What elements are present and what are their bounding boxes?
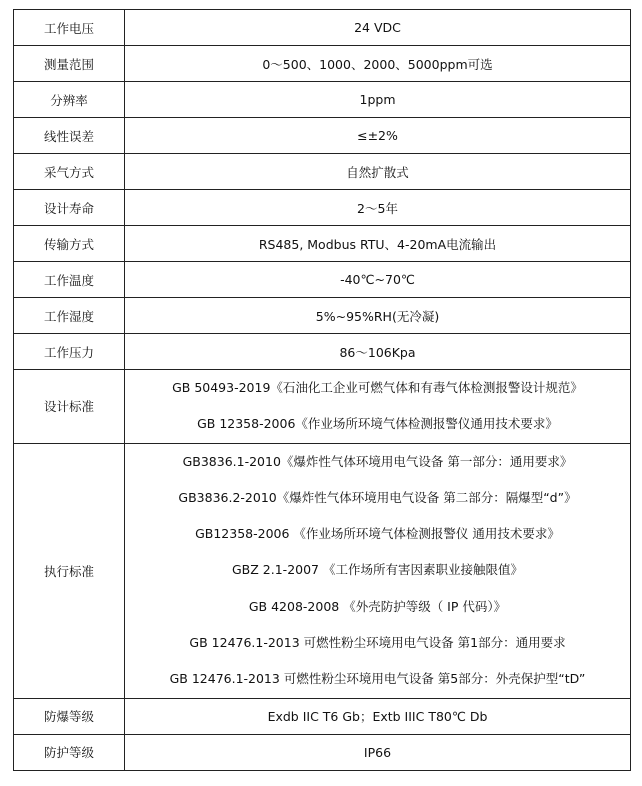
row-value-cell: 24 VDC — [125, 10, 631, 46]
row-label: 工作压力 — [14, 334, 125, 370]
row-label: 采气方式 — [14, 154, 125, 190]
table-row — [14, 10, 631, 46]
table-row — [14, 298, 631, 334]
row-label: 工作电压 — [14, 10, 125, 46]
table-row — [14, 190, 631, 226]
row-label: 设计寿命 — [14, 190, 125, 226]
table-row — [14, 118, 631, 154]
row-label: 执行标准 — [14, 443, 125, 698]
row-value-line: GBZ 2.1-2007 《工作场所有害因素职业接触限值》 — [232, 562, 523, 578]
row-label: 设计标准 — [14, 370, 125, 444]
table-row — [14, 370, 631, 444]
row-value-cell: -40℃~70℃ — [125, 262, 631, 298]
row-value-line: GB 12476.1-2013 可燃性粉尘环境用电气设备 第1部分：通用要求 — [189, 635, 566, 651]
row-label: 防爆等级 — [14, 698, 125, 734]
row-label: 分辨率 — [14, 82, 125, 118]
row-value-cell: 5%~95%RH(无冷凝) — [125, 298, 631, 334]
row-value-line: GB 4208-2008 《外壳防护等级（ IP 代码）》 — [248, 598, 507, 614]
row-value-line: GB3836.2-2010《爆炸性气体环境用电气设备 第二部分：隔爆型“d”》 — [178, 489, 577, 505]
table-row — [14, 82, 631, 118]
row-value-cell: 2～5年 — [125, 190, 631, 226]
table-row — [14, 734, 631, 770]
row-label: 线性误差 — [14, 118, 125, 154]
row-value-cell — [125, 370, 631, 444]
row-value-cell: IP66 — [125, 734, 631, 770]
row-value-line: GB 12358-2006《作业场所环境气体检测报警仪通用技术要求》 — [197, 416, 558, 432]
table-row — [14, 226, 631, 262]
table-row — [14, 334, 631, 370]
row-value-line: GB3836.1-2010《爆炸性气体环境用电气设备 第一部分：通用要求》 — [182, 453, 573, 469]
row-label: 工作温度 — [14, 262, 125, 298]
row-value-cell — [125, 443, 631, 698]
row-value-cell: 0～500、1000、2000、5000ppm可选 — [125, 46, 631, 82]
row-label: 防护等级 — [14, 734, 125, 770]
row-value-line: GB12358-2006 《作业场所环境气体检测报警仪 通用技术要求》 — [195, 526, 560, 542]
row-label: 测量范围 — [14, 46, 125, 82]
row-value-cell: 86～106Kpa — [125, 334, 631, 370]
spec-table-body — [14, 10, 631, 771]
table-row — [14, 262, 631, 298]
table-row — [14, 46, 631, 82]
table-row — [14, 443, 631, 698]
row-value-cell: 1ppm — [125, 82, 631, 118]
row-label: 工作湿度 — [14, 298, 125, 334]
row-value-cell: RS485, Modbus RTU、4-20mA电流输出 — [125, 226, 631, 262]
row-label: 传输方式 — [14, 226, 125, 262]
table-row — [14, 154, 631, 190]
table-row — [14, 698, 631, 734]
row-value-line: GB 50493-2019《石油化工企业可燃气体和有毒气体检测报警设计规范》 — [172, 380, 583, 395]
row-value-cell: Exdb IIC T6 Gb；Extb IIIC T80℃ Db — [125, 698, 631, 734]
spec-table — [13, 9, 631, 771]
row-value-cell: ≤±2% — [125, 118, 631, 154]
row-value-cell: 自然扩散式 — [125, 154, 631, 190]
row-value-line: GB 12476.1-2013 可燃性粉尘环境用电气设备 第5部分：外壳保护型“tD” — [169, 671, 586, 687]
